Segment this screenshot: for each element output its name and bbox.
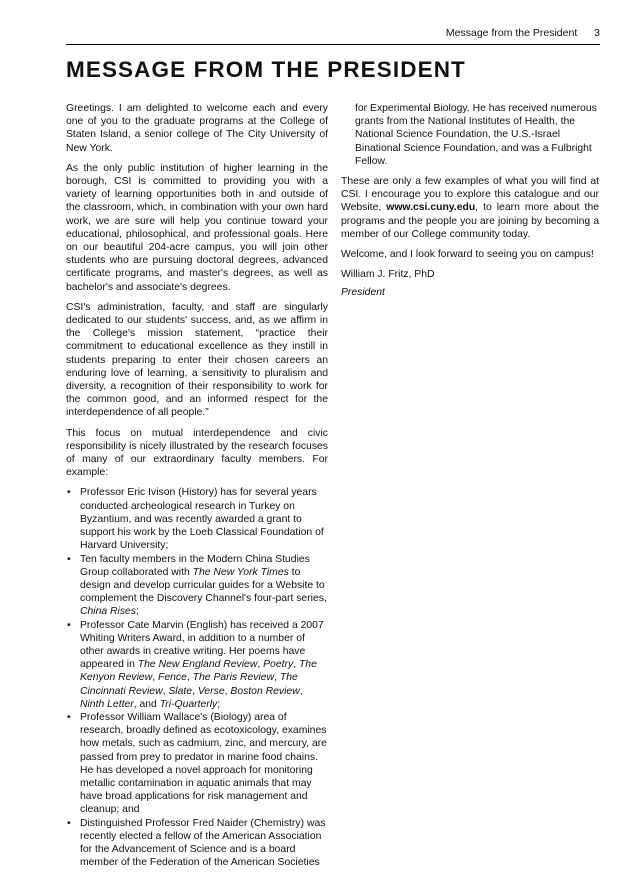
publication-title: Ninth Letter <box>80 698 134 710</box>
list-item-continuation <box>341 102 599 168</box>
publication-title: Fence <box>157 672 187 684</box>
website-link[interactable]: www.csi.cuny.edu <box>386 202 476 214</box>
greeting-paragraph: Greetings. I am delighted to welcome each and every one of you to the graduate programs at the College of Staten Island, a senior college of The City University of New York. <box>66 103 328 154</box>
list-item-text: Professor William Wallace's (Biology) area of research, broadly defined as ecotoxicology, examines how metals, such as cadmium, zinc, and mercury, are passed from prey to predator in marine food chains. He has developed a novel approach for monitoring metallic contamination in aquatic animals that may have broad applications for risk management and cleanup; and <box>80 711 327 816</box>
publication-title: The Cincinnati Review <box>80 672 298 697</box>
list-item-text: Professor Cate Marvin (English) has received a 2007 Whiting Writers Award, in addition to a number of other awards in creative writing. Her poems have appeared in <box>80 619 324 671</box>
institution-paragraph: As the only public institution of higher learning in the borough, CSI is committed to providing you with a variety of learning opportunities both in and outside of the classroom, which, in combination with your own hard work, we are sure will help you continue toward your educational, philosophical, and professional goals. Here on our beautiful 204-acre campus, you will join other students who are pursuing doctoral degrees, advanced certificate programs, and master's degrees, as well as bachelor's and associate's degrees. <box>66 162 328 293</box>
separator: , <box>224 685 231 697</box>
welcome-paragraph: Welcome, and I look forward to seeing you on campus! <box>341 249 594 261</box>
page-title: MESSAGE FROM THE PRESIDENT <box>66 57 466 82</box>
publication-title: The New York Times <box>192 566 289 578</box>
page-number: 3 <box>594 27 600 39</box>
publication-title: Tri-Quarterly <box>159 698 218 710</box>
bullet-icon: • <box>67 711 71 723</box>
bullet-icon: • <box>67 619 71 631</box>
list-item-text: for Experimental Biology. He has received numerous grants from the National Institutes of Health, the National Science Foundation, the U.S.-Israel Binational Science Foundation, and was a Fulbright Fellow. <box>355 103 597 167</box>
separator: , <box>162 685 169 697</box>
separator: , <box>186 672 193 684</box>
list-item-text: to design and develop curricular guides for a Website to complement the Discovery Channel's four-part series, <box>80 566 327 605</box>
faculty-list <box>66 486 328 869</box>
right-column <box>341 102 599 307</box>
list-item <box>66 711 328 817</box>
running-header <box>446 27 600 39</box>
list-item-text: Distinguished Professor Fred Naider (Chemistry) was recently elected a fellow of the American Association for the Advancement of Science and is a board member of the Federation of the American Societies <box>80 817 326 869</box>
header-rule <box>66 44 600 45</box>
separator: , <box>293 659 299 671</box>
publication-title: Slate <box>168 685 193 697</box>
publication-title: The Kenyon Review <box>80 659 317 684</box>
publication-title: The Paris Review <box>192 672 275 684</box>
paragraph-text: These are only a few examples of what you will find at CSI. I encourage you to explore this catalogue and our Website, <box>341 176 599 214</box>
list-item-text: ; <box>136 606 139 618</box>
publication-title: Poetry <box>263 659 294 671</box>
separator: , and <box>133 698 160 710</box>
list-item <box>66 619 328 711</box>
list-item <box>66 553 328 619</box>
left-column <box>66 102 328 876</box>
list-item <box>66 486 328 552</box>
separator: , <box>274 672 280 684</box>
mission-paragraph: CSI's administration, faculty, and staff are singularly dedicated to our students' success, and, as we affirm in the College's mission statement, “practice their commitment to educational excellence as they instill in students preparing to enter their chosen careers an enduring love of learning, a sensitivity to pluralism and diversity, a recognition of their responsibility to work for the common good, and an informed respect for the interdependence of all people.” <box>66 301 328 419</box>
explore-paragraph <box>341 175 599 241</box>
list-item-text: Professor Eric Ivison (History) has for several years conducted archeological research in Turkey on Byzantium, and was recently awarded a grant to support his work by the Loeb Classical Foundation of Harvard University; <box>80 487 324 552</box>
bullet-icon: • <box>67 817 71 829</box>
publication-title: Boston Review <box>230 685 300 697</box>
publication-title: Verse <box>197 685 225 697</box>
series-title: China Rises <box>80 606 137 618</box>
bullet-icon: • <box>67 553 71 565</box>
signature-title: President <box>341 287 385 299</box>
paragraph-text: , to learn more about the programs and the people you are joining by becoming a member of our College community today. <box>341 202 599 240</box>
separator: , <box>152 672 158 684</box>
signature-name: William J. Fritz, PhD <box>341 269 435 281</box>
list-item <box>66 817 328 870</box>
list-item-text: ; <box>217 698 221 710</box>
bullet-icon: • <box>67 487 71 499</box>
running-title: Message from the President <box>445 27 578 39</box>
list-item-text: Ten faculty members in the Modern China Studies Group collaborated with <box>80 553 310 578</box>
separator: , <box>257 659 264 671</box>
separator: , <box>299 685 303 697</box>
separator: , <box>192 685 198 697</box>
publication-title: The New England Review <box>137 659 258 671</box>
faculty-intro-paragraph: This focus on mutual interdependence and civic responsibility is nicely illustrated by the research focuses of many of our extraordinary faculty members. For example: <box>66 427 328 479</box>
